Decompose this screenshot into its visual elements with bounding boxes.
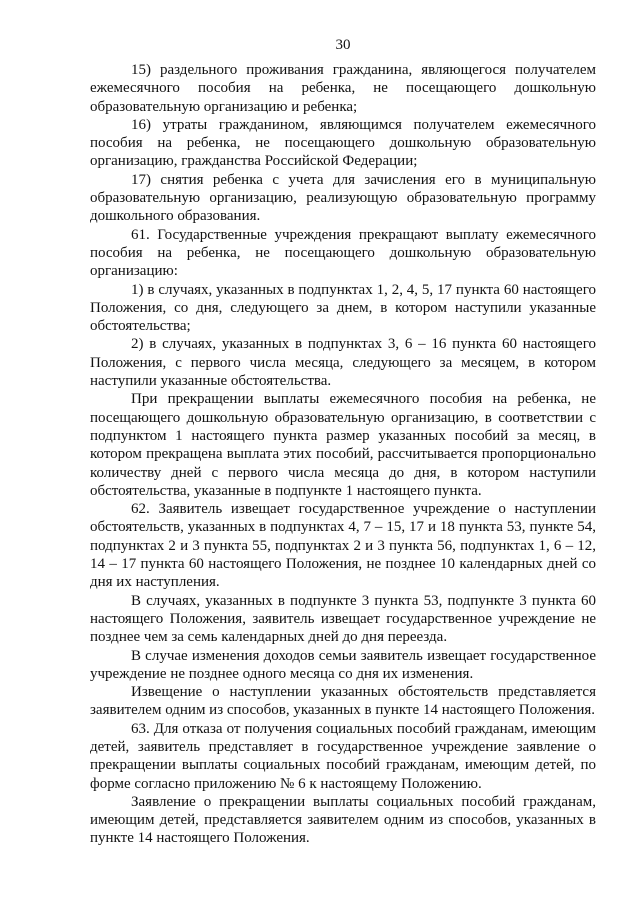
paragraph-point-62: 62. Заявитель извещает государственное учреждение о наступлении обстоятельств, указанных в подпунктах 4, 7 – 15, 17 и 18 пункта 53, пункте 54, подпунктах 2 и 3 пункта 55, подпунктах 2 и 3 пункта 56, подпунктах 1, 6 – 12, 14 – 17 пункта 60 настоящего Положения, не позднее 10 календарных дней со дня их наступления. [90, 501, 596, 591]
paragraph-point-63-submission: Заявление о прекращении выплаты социальных пособий гражданам, имеющим детей, представляется заявителем одним из способов, указанных в пункте 14 настоящего Положения. [90, 793, 596, 847]
page-number: 30 [335, 37, 351, 53]
paragraph-point-62-relocation: В случаях, указанных в подпункте 3 пункта 53, подпункте 3 пункта 60 настоящего Положения, заявитель извещает государственное учреждение не позднее чем за семь календарных дней до дня переезда. [90, 592, 596, 646]
paragraph-point-62-notice: Извещение о наступлении указанных обстоятельств представляется заявителем одним из способов, указанных в пункте 14 настоящего Положения. [90, 684, 596, 719]
paragraph-subpoint-15: 15) раздельного проживания гражданина, являющегося получателем ежемесячного пособия на ребенка, не посещающего дошкольную образовательную организацию и ребенка; [90, 62, 596, 115]
paragraph-point-61-item-1: 1) в случаях, указанных в подпунктах 1, 2, 4, 5, 17 пункта 60 настоящего Положения, со дня, следующего за днем, в котором наступили указанные обстоятельства; [90, 281, 596, 335]
paragraph-point-62-income: В случае изменения доходов семьи заявитель извещает государственное учреждение не позднее одного месяца со дня их изменения. [90, 647, 596, 682]
paragraph-subpoint-17: 17) снятия ребенка с учета для зачисления его в муниципальную образовательную организацию, реализующую образовательную программу дошкольного образования. [90, 171, 596, 225]
paragraph-point-61: 61. Государственные учреждения прекращают выплату ежемесячного пособия на ребенка, не посещающего дошкольную образовательную организацию: [90, 226, 596, 280]
document-body [90, 61, 596, 848]
paragraph-point-63: 63. Для отказа от получения социальных пособий гражданам, имеющим детей, заявитель представляет в государственное учреждение заявление о прекращении выплаты социальных пособий гражданам, имеющим детей, по форме согласно приложению № 6 к настоящему Положению. [90, 720, 596, 792]
paragraph-point-61-proportional: При прекращении выплаты ежемесячного пособия на ребенка, не посещающего дошкольную образовательную организацию, в соответствии с подпунктом 1 настоящего пункта размер указанных пособий за месяц, в котором прекращена выплата этих пособий, рассчитывается пропорционально количеству дней с первого числа месяца до дня, в котором наступили обстоятельства, указанные в подпункте 1 настоящего пункта. [90, 391, 596, 499]
paragraph-subpoint-16: 16) утраты гражданином, являющимся получателем ежемесячного пособия на ребенка, не посещающего дошкольную образовательную организацию, гражданства Российской Федерации; [90, 116, 596, 170]
paragraph-point-61-item-2: 2) в случаях, указанных в подпунктах 3, 6 – 16 пункта 60 настоящего Положения, с первого числа месяца, следующего за месяцем, в котором наступили указанные обстоятельства. [90, 336, 596, 390]
